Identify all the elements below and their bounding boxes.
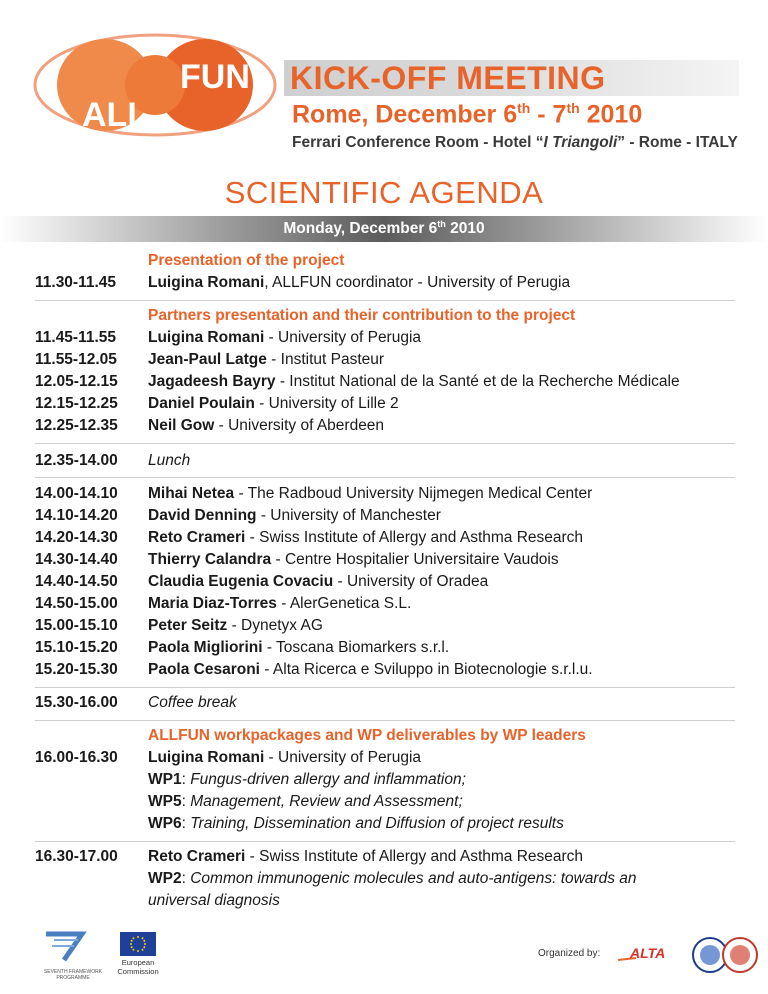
speaker-affiliation: - University of Oradea [333, 573, 489, 590]
fp7-caption: SEVENTH FRAMEWORK PROGRAMME [43, 969, 103, 981]
divider [35, 687, 735, 688]
wp-label: WP5 [148, 793, 182, 810]
venue-hotel: I Triangoli [543, 134, 618, 151]
fp7-logo [38, 926, 108, 981]
wp-description: Training, Dissemination and Diffusion of project results [190, 815, 564, 832]
section-title: Partners presentation and their contribution to the project [148, 307, 576, 324]
agenda-title: SCIENTIFIC AGENDA [224, 175, 544, 210]
time-slot: 11.45-11.55 [35, 329, 117, 346]
speaker-affiliation: - Swiss Institute of Allergy and Asthma Research [245, 848, 584, 865]
date-pre: Rome, December 6 [292, 100, 518, 129]
time-slot: 12.15-12.25 [35, 395, 118, 412]
venue-pre: Ferrari Conference Room - Hotel “ [292, 134, 544, 151]
speaker-name: Daniel Poulain [148, 395, 255, 412]
time-slot: 14.40-14.50 [35, 573, 118, 590]
speaker-name: Reto Crameri [148, 848, 246, 865]
time-slot: 14.50-15.00 [35, 595, 118, 612]
meeting-venue [292, 134, 738, 152]
speaker-affiliation: - Alta Ricerca e Sviluppo in Biotecnologie s.r.l.u. [260, 661, 593, 678]
speaker-affiliation: - Swiss Institute of Allergy and Asthma Research [245, 529, 584, 546]
day-sup: th [437, 219, 446, 229]
title-part-meeting: MEETING [456, 60, 606, 96]
time-slot: 14.10-14.20 [35, 507, 118, 524]
eu-caption-line2: Commission [117, 967, 159, 976]
section-title: ALLFUN workpackages and WP deliverables by WP leaders [148, 727, 586, 744]
time-slot: 15.00-15.10 [35, 617, 118, 634]
wp-label: WP2 [148, 870, 182, 887]
alta-text: ALTA [630, 945, 666, 961]
time-slot: 11.30-11.45 [35, 274, 117, 291]
meeting-dates [292, 100, 642, 129]
section-title: Presentation of the project [148, 252, 345, 269]
divider [35, 477, 735, 478]
logo-all-text: ALL [82, 96, 149, 134]
time-slot: 15.20-15.30 [35, 661, 118, 678]
date-post: 2010 [579, 100, 643, 129]
time-slot: 14.00-14.10 [35, 485, 118, 502]
speaker-name: Mihai Netea [148, 485, 235, 502]
divider [35, 841, 735, 842]
time-slot: 12.05-12.15 [35, 373, 118, 390]
day-pre: Monday, December 6 [283, 220, 438, 238]
wp-description: Common immunogenic molecules and auto-antigens: towards an [190, 870, 637, 887]
title-part-kickoff: KICK-OFF [290, 60, 447, 96]
speaker-name: Neil Gow [148, 417, 215, 434]
date-mid: - 7 [530, 100, 567, 129]
speaker-affiliation: , ALLFUN coordinator - University of Perugia [264, 274, 571, 291]
organized-by-label: Organized by: [538, 948, 601, 959]
speaker-name: Luigina Romani [148, 274, 265, 291]
date-sup1: th [517, 100, 531, 116]
speaker-name: Jagadeesh Bayry [148, 373, 276, 390]
wp-label: WP1 [148, 771, 182, 788]
time-slot: 15.30-16.00 [35, 694, 118, 711]
wp-label: WP6 [148, 815, 182, 832]
speaker-affiliation: - University of Perugia [264, 749, 422, 766]
fp7-icon [38, 926, 108, 964]
speaker-affiliation: - University of Lille 2 [254, 395, 399, 412]
allfun-logo [30, 30, 280, 140]
alta-logo [616, 940, 676, 964]
time-slot: 12.25-12.35 [35, 417, 118, 434]
date-sup2: th [566, 100, 580, 116]
speaker-affiliation: - University of Aberdeen [214, 417, 385, 434]
divider [35, 300, 735, 301]
speaker-name: David Denning [148, 507, 257, 524]
speaker-affiliation: - University of Perugia [264, 329, 422, 346]
speaker-affiliation: - Institut Pasteur [266, 351, 385, 368]
speaker-affiliation: - Institut National de la Santé et de la Recherche Médicale [275, 373, 680, 390]
speaker-affiliation: - University of Manchester [256, 507, 441, 524]
speaker-name: Maria Diaz-Torres [148, 595, 277, 612]
speaker-affiliation: - The Radboud University Nijmegen Medical Center [234, 485, 593, 502]
time-slot: 12.35-14.00 [35, 452, 118, 469]
speaker-name: Paola Cesaroni [148, 661, 260, 678]
speaker-affiliation: - Dynetyx AG [227, 617, 323, 634]
time-slot: 16.30-17.00 [35, 848, 118, 865]
wp-description: Management, Review and Assessment; [190, 793, 463, 810]
speaker-name: Jean-Paul Latge [148, 351, 267, 368]
time-slot: 14.20-14.30 [35, 529, 118, 546]
eu-logo [112, 932, 164, 976]
time-slot: 14.30-14.40 [35, 551, 118, 568]
day-label [0, 219, 768, 238]
eu-flag-icon [120, 932, 156, 956]
speaker-affiliation: - Toscana Biomarkers s.r.l. [262, 639, 450, 656]
break-label: Lunch [148, 452, 191, 469]
university-seals [690, 935, 760, 975]
time-slot: 11.55-12.05 [35, 351, 117, 368]
divider [35, 443, 735, 444]
speaker-name: Claudia Eugenia Covaciu [148, 573, 334, 590]
venue-post: ” - Rome - ITALY [617, 134, 738, 151]
speaker-affiliation: - AlerGenetica S.L. [276, 595, 412, 612]
divider [35, 720, 735, 721]
speaker-name: Paola Migliorini [148, 639, 263, 656]
speaker-affiliation: - Centre Hospitalier Universitaire Vaudois [271, 551, 559, 568]
wp-description: universal diagnosis [148, 892, 280, 909]
time-slot: 15.10-15.20 [35, 639, 118, 656]
day-post: 2010 [445, 220, 485, 238]
meeting-title [290, 58, 606, 98]
wp-description: Fungus-driven allergy and inflammation; [190, 771, 466, 788]
speaker-name: Reto Crameri [148, 529, 246, 546]
logo-fun-text: FUN [180, 58, 250, 96]
speaker-name: Peter Seitz [148, 617, 228, 634]
eu-caption-line1: European [121, 958, 155, 967]
time-slot: 16.00-16.30 [35, 749, 118, 766]
speaker-name: Luigina Romani [148, 749, 265, 766]
speaker-name: Luigina Romani [148, 329, 265, 346]
speaker-name: Thierry Calandra [148, 551, 272, 568]
break-label: Coffee break [148, 694, 237, 711]
